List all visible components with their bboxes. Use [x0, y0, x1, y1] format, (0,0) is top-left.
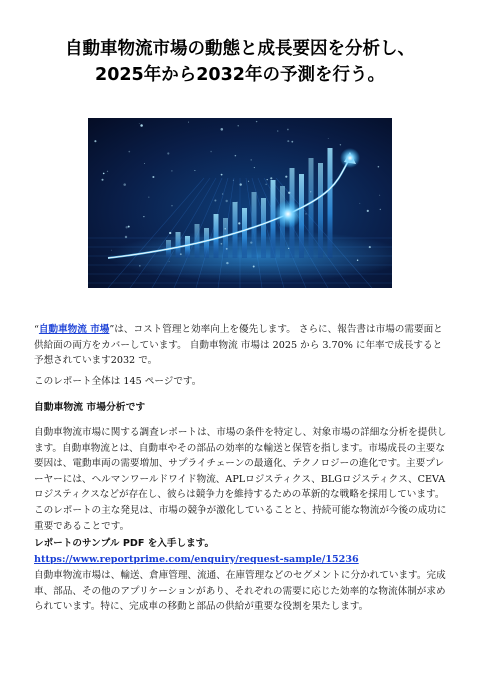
hero-image-growth-chart — [88, 118, 392, 288]
analysis-heading: 自動車物流 市場分析です — [34, 402, 146, 413]
analysis-paragraph: 自動車物流市場に関する調査レポートは、市場の条件を特定し、対象市場の詳細な分析を提供します。自動車物流とは、自動車やその部品の効率的な輸送と保管を指します。市場成長の主要な要因は、電動車両の需要増加、サプライチェーンの最適化、テクノロジーの進化です。主要プレーヤーには、ヘルマンワールドワイド物流、APLロジスティクス、BLGロジスティクス、CEVAロジスティクスなどが存在し、彼らは競争力を維持するための革新的な戦略を採用しています。このレポートの主な発見は、市場の競争が激化していることと、持続可能な物流が今後の成功に重要であることです。 — [34, 427, 447, 532]
title-line-1: 自動車物流市場の動態と成長要因を分析し、 — [65, 39, 415, 59]
pages-note: このレポート全体は 145 ページです。 — [34, 376, 202, 387]
quote-open: “ — [34, 324, 39, 335]
sample-request-label: レポートのサンプル PDF を入手します。 — [34, 538, 215, 549]
segments-paragraph: 自動車物流市場は、輸送、倉庫管理、流通、在庫管理などのセグメントに分かれています。完成車、部品、その他のアプリケーションがあり、それぞれの需要に応じた効率的な物流体制が求められています。特に、完成車の移動と部品の供給が重要な役割を果たします。 — [34, 570, 446, 613]
intro-text: ”は、コスト管理と効率向上を優先します。 さらに、報告書は市場の需要面と供給面の両方をカバーしています。 自動車物流 市場は 2025 から 3.70% に年率で成長すると予想されています2032 で。 — [34, 324, 443, 367]
sample-request-line — [34, 536, 448, 567]
page-title — [30, 36, 450, 88]
title-line-2: 2025年から2032年の予測を行う。 — [95, 65, 385, 85]
market-name-link[interactable]: 自動車物流 市場 — [38, 324, 110, 335]
intro-paragraph — [34, 322, 448, 369]
sample-request-link[interactable]: https://www.reportprime.com/enquiry/request-sample/15236 — [34, 553, 359, 565]
